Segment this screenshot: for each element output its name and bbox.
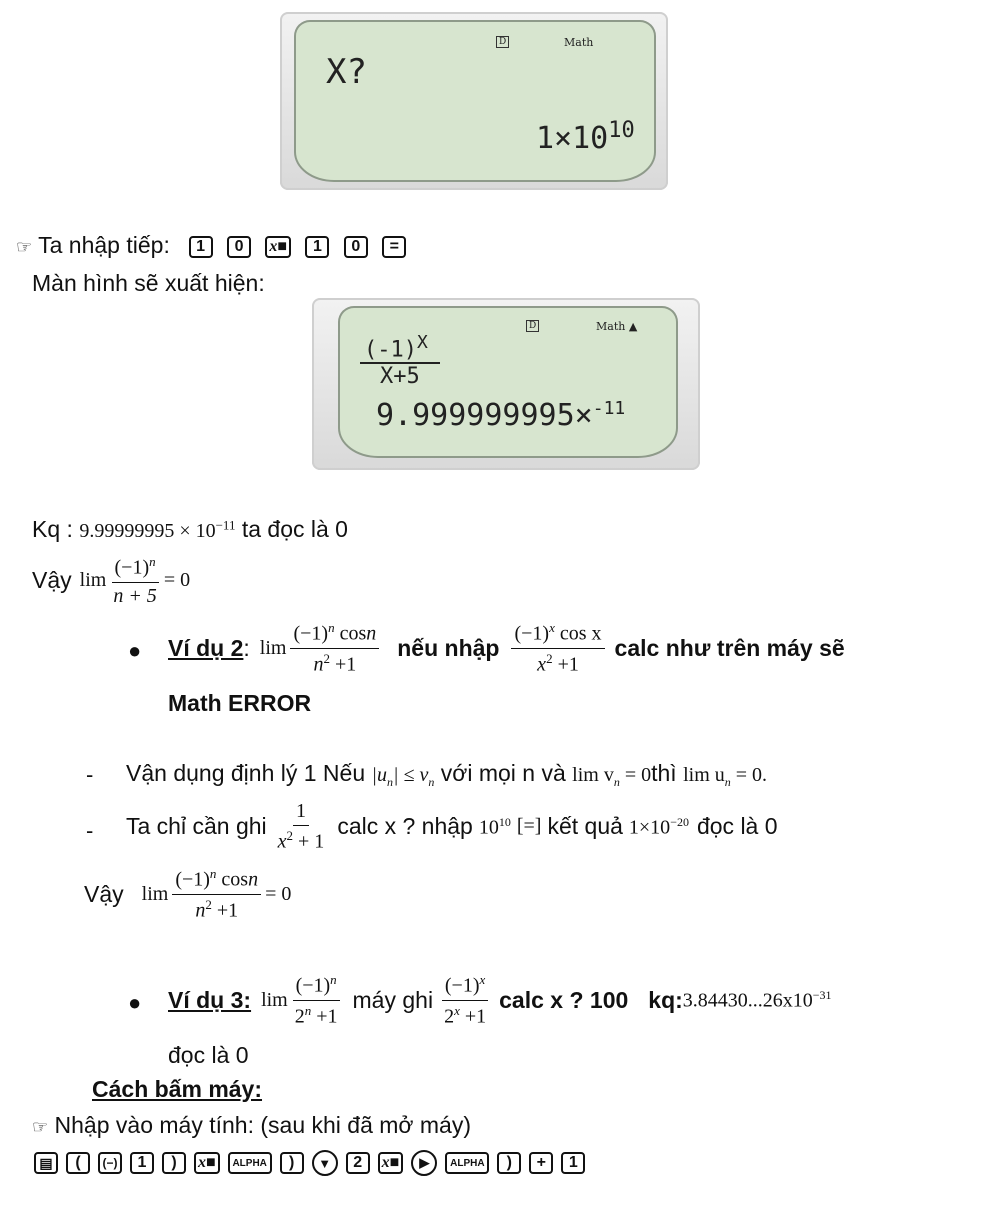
dash-marker: - bbox=[86, 818, 94, 843]
key-down-arrow: ▼ bbox=[312, 1150, 338, 1176]
key-1: 1 bbox=[561, 1152, 585, 1174]
conclusion-1: Vậy lim $\frac{(-1)^n}{n + 5}$ = 0 bbox=[32, 554, 191, 607]
calculator-screen-2 bbox=[312, 298, 700, 470]
key-1: 1 bbox=[305, 236, 329, 258]
key-1: 1 bbox=[189, 236, 213, 258]
dash-marker: - bbox=[86, 762, 94, 787]
key-0: 0 bbox=[227, 236, 251, 258]
bullet: ● bbox=[128, 638, 142, 663]
section-heading: Cách bấm máy: bbox=[92, 1076, 263, 1102]
instruction-label: Ta nhập tiếp: bbox=[38, 232, 170, 258]
key-negative: (−) bbox=[98, 1152, 122, 1174]
key-power: x■ bbox=[194, 1152, 220, 1174]
key-sequence bbox=[34, 1150, 593, 1176]
input-instruction-line bbox=[16, 232, 414, 259]
key-1: 1 bbox=[130, 1152, 154, 1174]
hand-pointer-icon: ☞ bbox=[16, 237, 33, 257]
mode-indicator: D bbox=[526, 320, 539, 332]
key-equals: = bbox=[382, 236, 406, 258]
math-indicator: Math bbox=[564, 36, 594, 49]
key-close-paren: ) bbox=[280, 1152, 304, 1174]
key-open-paren: ( bbox=[66, 1152, 90, 1174]
key-plus: + bbox=[529, 1152, 553, 1174]
read-as-zero: đọc là 0 bbox=[168, 1042, 249, 1068]
instruction-line: Ta chỉ cần ghi $\frac{1}{x^2 + 1}$ calc x ? nhập $10^{10}$ [=] kết quả $1\times 10^{-20}$ đọc là 0 bbox=[126, 800, 778, 853]
mode-indicator: D bbox=[496, 36, 509, 48]
key-alpha: ALPHA bbox=[228, 1152, 272, 1174]
key-close-paren: ) bbox=[497, 1152, 521, 1174]
expression-fraction: $(-1)^X$ X+5 bbox=[360, 332, 440, 389]
key-right-arrow: ▶ bbox=[411, 1150, 437, 1176]
hand-pointer-icon: ☞ bbox=[32, 1117, 49, 1137]
key-alpha: ALPHA bbox=[445, 1152, 489, 1174]
key-fraction: ▤ bbox=[34, 1152, 58, 1174]
result-line: Kq : $9.99999995 \times 10^{-11}$ ta đọc là 0 bbox=[32, 516, 348, 542]
math-indicator: Math ▲ bbox=[596, 320, 638, 333]
key-close-paren: ) bbox=[162, 1152, 186, 1174]
prompt-text: X? bbox=[326, 52, 367, 92]
calculator-screen-1 bbox=[280, 12, 668, 190]
math-error-text: Math ERROR bbox=[168, 690, 312, 716]
example-2: Ví dụ 2 : lim $\frac{(-1)^n \cos n}{n^2 +1}$ nếu nhập $\frac{(-1)^x \cos x}{x^2 +1}$ calc như trên máy sẽ bbox=[168, 620, 845, 676]
conclusion-2: Vậy lim $\frac{(-1)^n \cos n}{n^2 +1}$ = 0 bbox=[84, 866, 292, 922]
key-power: x■ bbox=[378, 1152, 404, 1174]
display-value: $1\times 10^{10}$ bbox=[536, 118, 635, 156]
bullet: ● bbox=[128, 990, 142, 1015]
display-result: 9.999999995×$^{-11}$ bbox=[376, 398, 626, 433]
key-power: x■ bbox=[265, 236, 291, 258]
key-0: 0 bbox=[344, 236, 368, 258]
screen-appears-text: Màn hình sẽ xuất hiện: bbox=[32, 270, 265, 296]
example-3: Ví dụ 3: lim $\frac{(-1)^n}{2^n +1}$ máy ghi $\frac{(-1)^x}{2^x +1}$ calc x ? 100 kq: $3.84430...26x10^{-31}$ bbox=[168, 972, 832, 1028]
key-2: 2 bbox=[346, 1152, 370, 1174]
input-instruction-2: ☞ Nhập vào máy tính: (sau khi đã mở máy) bbox=[32, 1112, 472, 1138]
theorem-line: Vận dụng định lý 1 Nếu $|u_n| \le v_n$ với mọi n và $\lim v_n$ = 0thì $\lim u_n = 0$. bbox=[126, 760, 768, 789]
